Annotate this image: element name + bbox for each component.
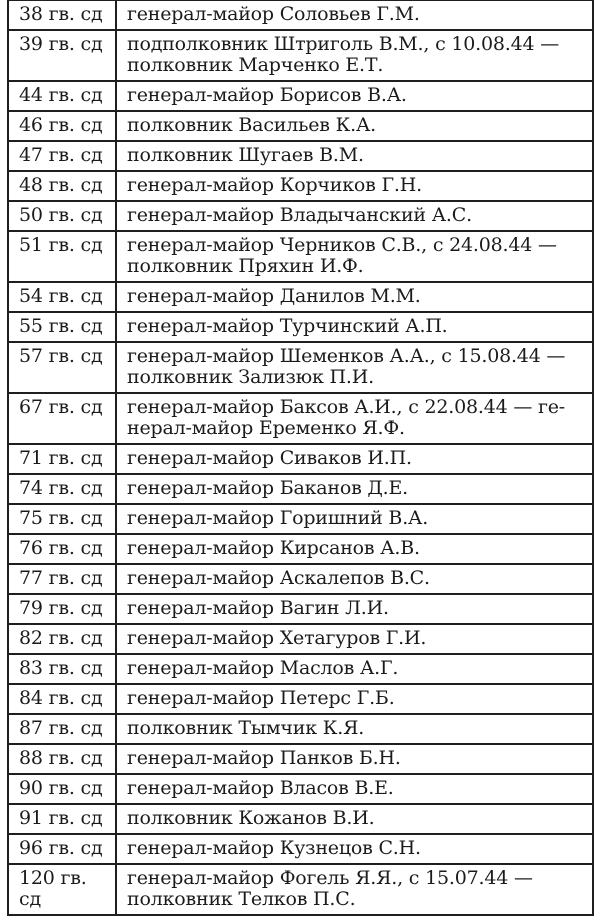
division-cell: 47 гв. сд [8, 141, 116, 171]
table-row [8, 231, 593, 282]
division-cell: 38 гв. сд [8, 0, 116, 30]
division-cell: 76 гв. сд [8, 534, 116, 564]
division-cell: 46 гв. сд [8, 111, 116, 141]
commander-cell: полковник Тымчик К.Я. [116, 714, 593, 744]
division-cell: 84 гв. сд [8, 684, 116, 714]
table-row [8, 141, 593, 171]
commander-cell: генерал-майор Турчинский А.П. [116, 312, 593, 342]
commander-cell: генерал-майор Власов В.Е. [116, 774, 593, 804]
division-cell: 96 гв. сд [8, 834, 116, 864]
commander-cell: генерал-майор Горишний В.А. [116, 504, 593, 534]
table-body [8, 0, 593, 915]
division-cell: 71 гв. сд [8, 444, 116, 474]
table-row [8, 0, 593, 30]
commander-cell: полковник Шугаев В.М. [116, 141, 593, 171]
commander-cell: генерал-майор Черников С.В., с 24.08.44 — полковник Пряхин И.Ф. [116, 231, 593, 282]
table-row [8, 201, 593, 231]
division-cell: 48 гв. сд [8, 171, 116, 201]
table-row [8, 81, 593, 111]
commander-cell: генерал-майор Хетагуров Г.И. [116, 624, 593, 654]
commander-cell: генерал-майор Кирсанов А.В. [116, 534, 593, 564]
division-cell: 54 гв. сд [8, 282, 116, 312]
table-row [8, 444, 593, 474]
division-cell: 67 гв. сд [8, 393, 116, 444]
table-row [8, 312, 593, 342]
division-cell: 88 гв. сд [8, 744, 116, 774]
division-cell: 87 гв. сд [8, 714, 116, 744]
commander-cell: генерал-майор Владычанский А.С. [116, 201, 593, 231]
divisions-commanders-table [7, 0, 594, 916]
commander-cell: генерал-майор Петерс Г.Б. [116, 684, 593, 714]
table-row [8, 474, 593, 504]
table-row [8, 684, 593, 714]
table-row [8, 282, 593, 312]
table-row [8, 342, 593, 393]
division-cell: 57 гв. сд [8, 342, 116, 393]
table-row [8, 534, 593, 564]
commander-cell: полковник Кожанов В.И. [116, 804, 593, 834]
division-cell: 82 гв. сд [8, 624, 116, 654]
division-cell: 75 гв. сд [8, 504, 116, 534]
commander-cell: генерал-майор Борисов В.А. [116, 81, 593, 111]
commander-cell: генерал-майор Данилов М.М. [116, 282, 593, 312]
table-row [8, 714, 593, 744]
table-row [8, 624, 593, 654]
division-cell: 44 гв. сд [8, 81, 116, 111]
commander-cell: генерал-майор Корчиков Г.Н. [116, 171, 593, 201]
table-row [8, 504, 593, 534]
commander-cell: генерал-майор Соловьев Г.М. [116, 0, 593, 30]
commander-cell: генерал-майор Баканов Д.Е. [116, 474, 593, 504]
table-row [8, 654, 593, 684]
division-cell: 39 гв. сд [8, 30, 116, 81]
division-cell: 90 гв. сд [8, 774, 116, 804]
commander-cell: подполковник Штриголь В.М., с 10.08.44 — полковник Марченко Е.Т. [116, 30, 593, 81]
division-cell: 79 гв. сд [8, 594, 116, 624]
table-row [8, 864, 593, 915]
commander-cell: генерал-майор Баксов А.И., с 22.08.44 — генерал-майор Еременко Я.Ф. [116, 393, 593, 444]
table-row [8, 744, 593, 774]
table-row [8, 393, 593, 444]
commander-cell: генерал-майор Маслов А.Г. [116, 654, 593, 684]
division-cell: 55 гв. сд [8, 312, 116, 342]
commander-cell: генерал-майор Панков Б.Н. [116, 744, 593, 774]
commander-cell: генерал-майор Фогель Я.Я., с 15.07.44 — полковник Телков П.С. [116, 864, 593, 915]
division-cell: 77 гв. сд [8, 564, 116, 594]
commander-cell: генерал-майор Кузнецов С.Н. [116, 834, 593, 864]
division-cell: 51 гв. сд [8, 231, 116, 282]
division-cell: 74 гв. сд [8, 474, 116, 504]
commander-cell: генерал-майор Шеменков А.А., с 15.08.44 — полковник Зализюк П.И. [116, 342, 593, 393]
division-cell: 83 гв. сд [8, 654, 116, 684]
table-row [8, 171, 593, 201]
table-row [8, 804, 593, 834]
table-row [8, 30, 593, 81]
division-cell: 120 гв. сд [8, 864, 116, 915]
commander-cell: полковник Васильев К.А. [116, 111, 593, 141]
division-cell: 91 гв. сд [8, 804, 116, 834]
table-row [8, 594, 593, 624]
table-row [8, 111, 593, 141]
commander-cell: генерал-майор Вагин Л.И. [116, 594, 593, 624]
table-row [8, 774, 593, 804]
division-cell: 50 гв. сд [8, 201, 116, 231]
commander-cell: генерал-майор Аскалепов В.С. [116, 564, 593, 594]
table-row [8, 564, 593, 594]
table-row [8, 834, 593, 864]
commander-cell: генерал-майор Сиваков И.П. [116, 444, 593, 474]
